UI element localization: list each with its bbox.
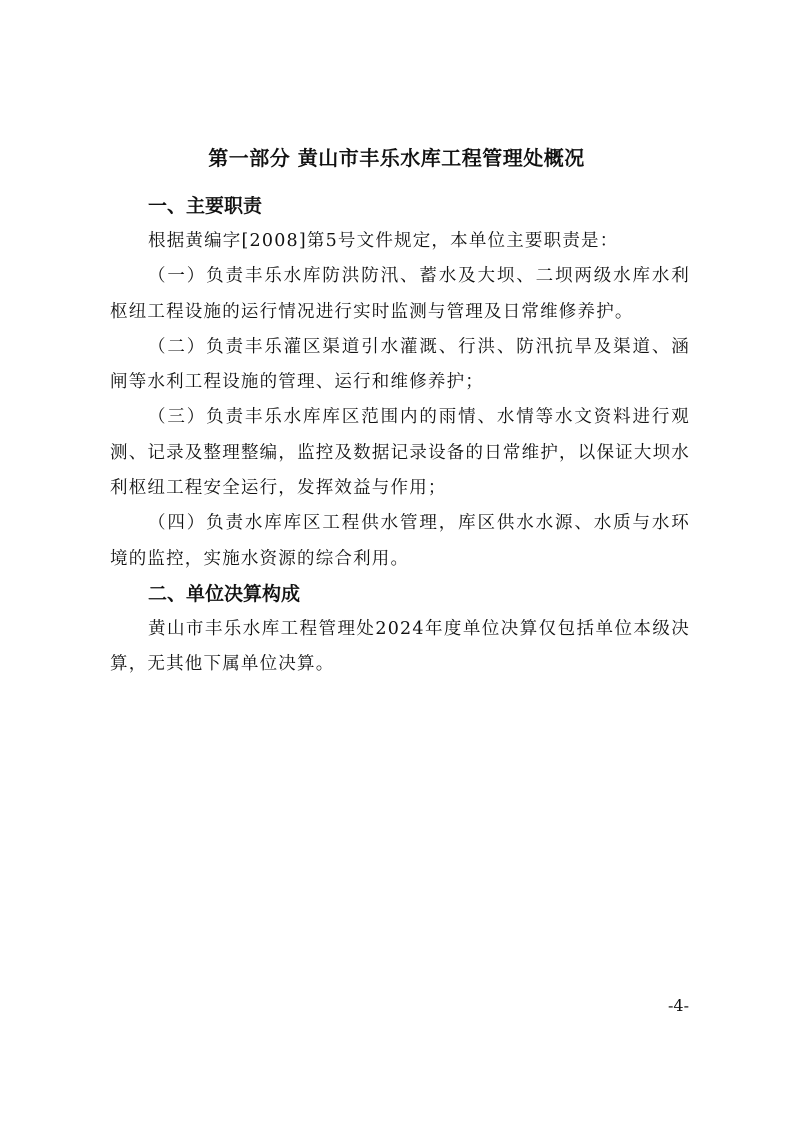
section-budget-composition <box>110 577 690 683</box>
paragraph: （四）负责水库库区工程供水管理，库区供水水源、水质与水环境的监控，实施水资源的综合利用。 <box>110 513 690 569</box>
section-main-duties <box>110 189 690 577</box>
paragraph: 根据黄编字[2008]第5号文件规定，本单位主要职责是： <box>148 231 619 251</box>
document-title: 第一部分 黄山市丰乐水库工程管理处概况 <box>208 146 585 170</box>
paragraph: （一）负责丰乐水库防洪防汛、蓄水及大坝、二坝两级水库水利枢纽工程设施的运行情况进行实时监测与管理及日常维修养护。 <box>110 266 690 322</box>
section-heading: 一、主要职责 <box>148 195 263 217</box>
paragraph: 黄山市丰乐水库工程管理处2024年度单位决算仅包括单位本级决算，无其他下属单位决算。 <box>110 618 690 675</box>
page-number: -4- <box>668 996 689 1015</box>
paragraph: （三）负责丰乐水库库区范围内的雨情、水情等水文资料进行观测、记录及整理整编，监控及数据记录设备的日常维护，以保证大坝水利枢纽工程安全运行，发挥效益与作用； <box>110 407 690 499</box>
section-heading: 二、单位决算构成 <box>148 582 301 605</box>
paragraph: （二）负责丰乐灌区渠道引水灌溉、行洪、防汛抗旱及渠道、涵闸等水利工程设施的管理、运行和维修养护； <box>110 336 690 393</box>
document-body <box>110 189 690 683</box>
